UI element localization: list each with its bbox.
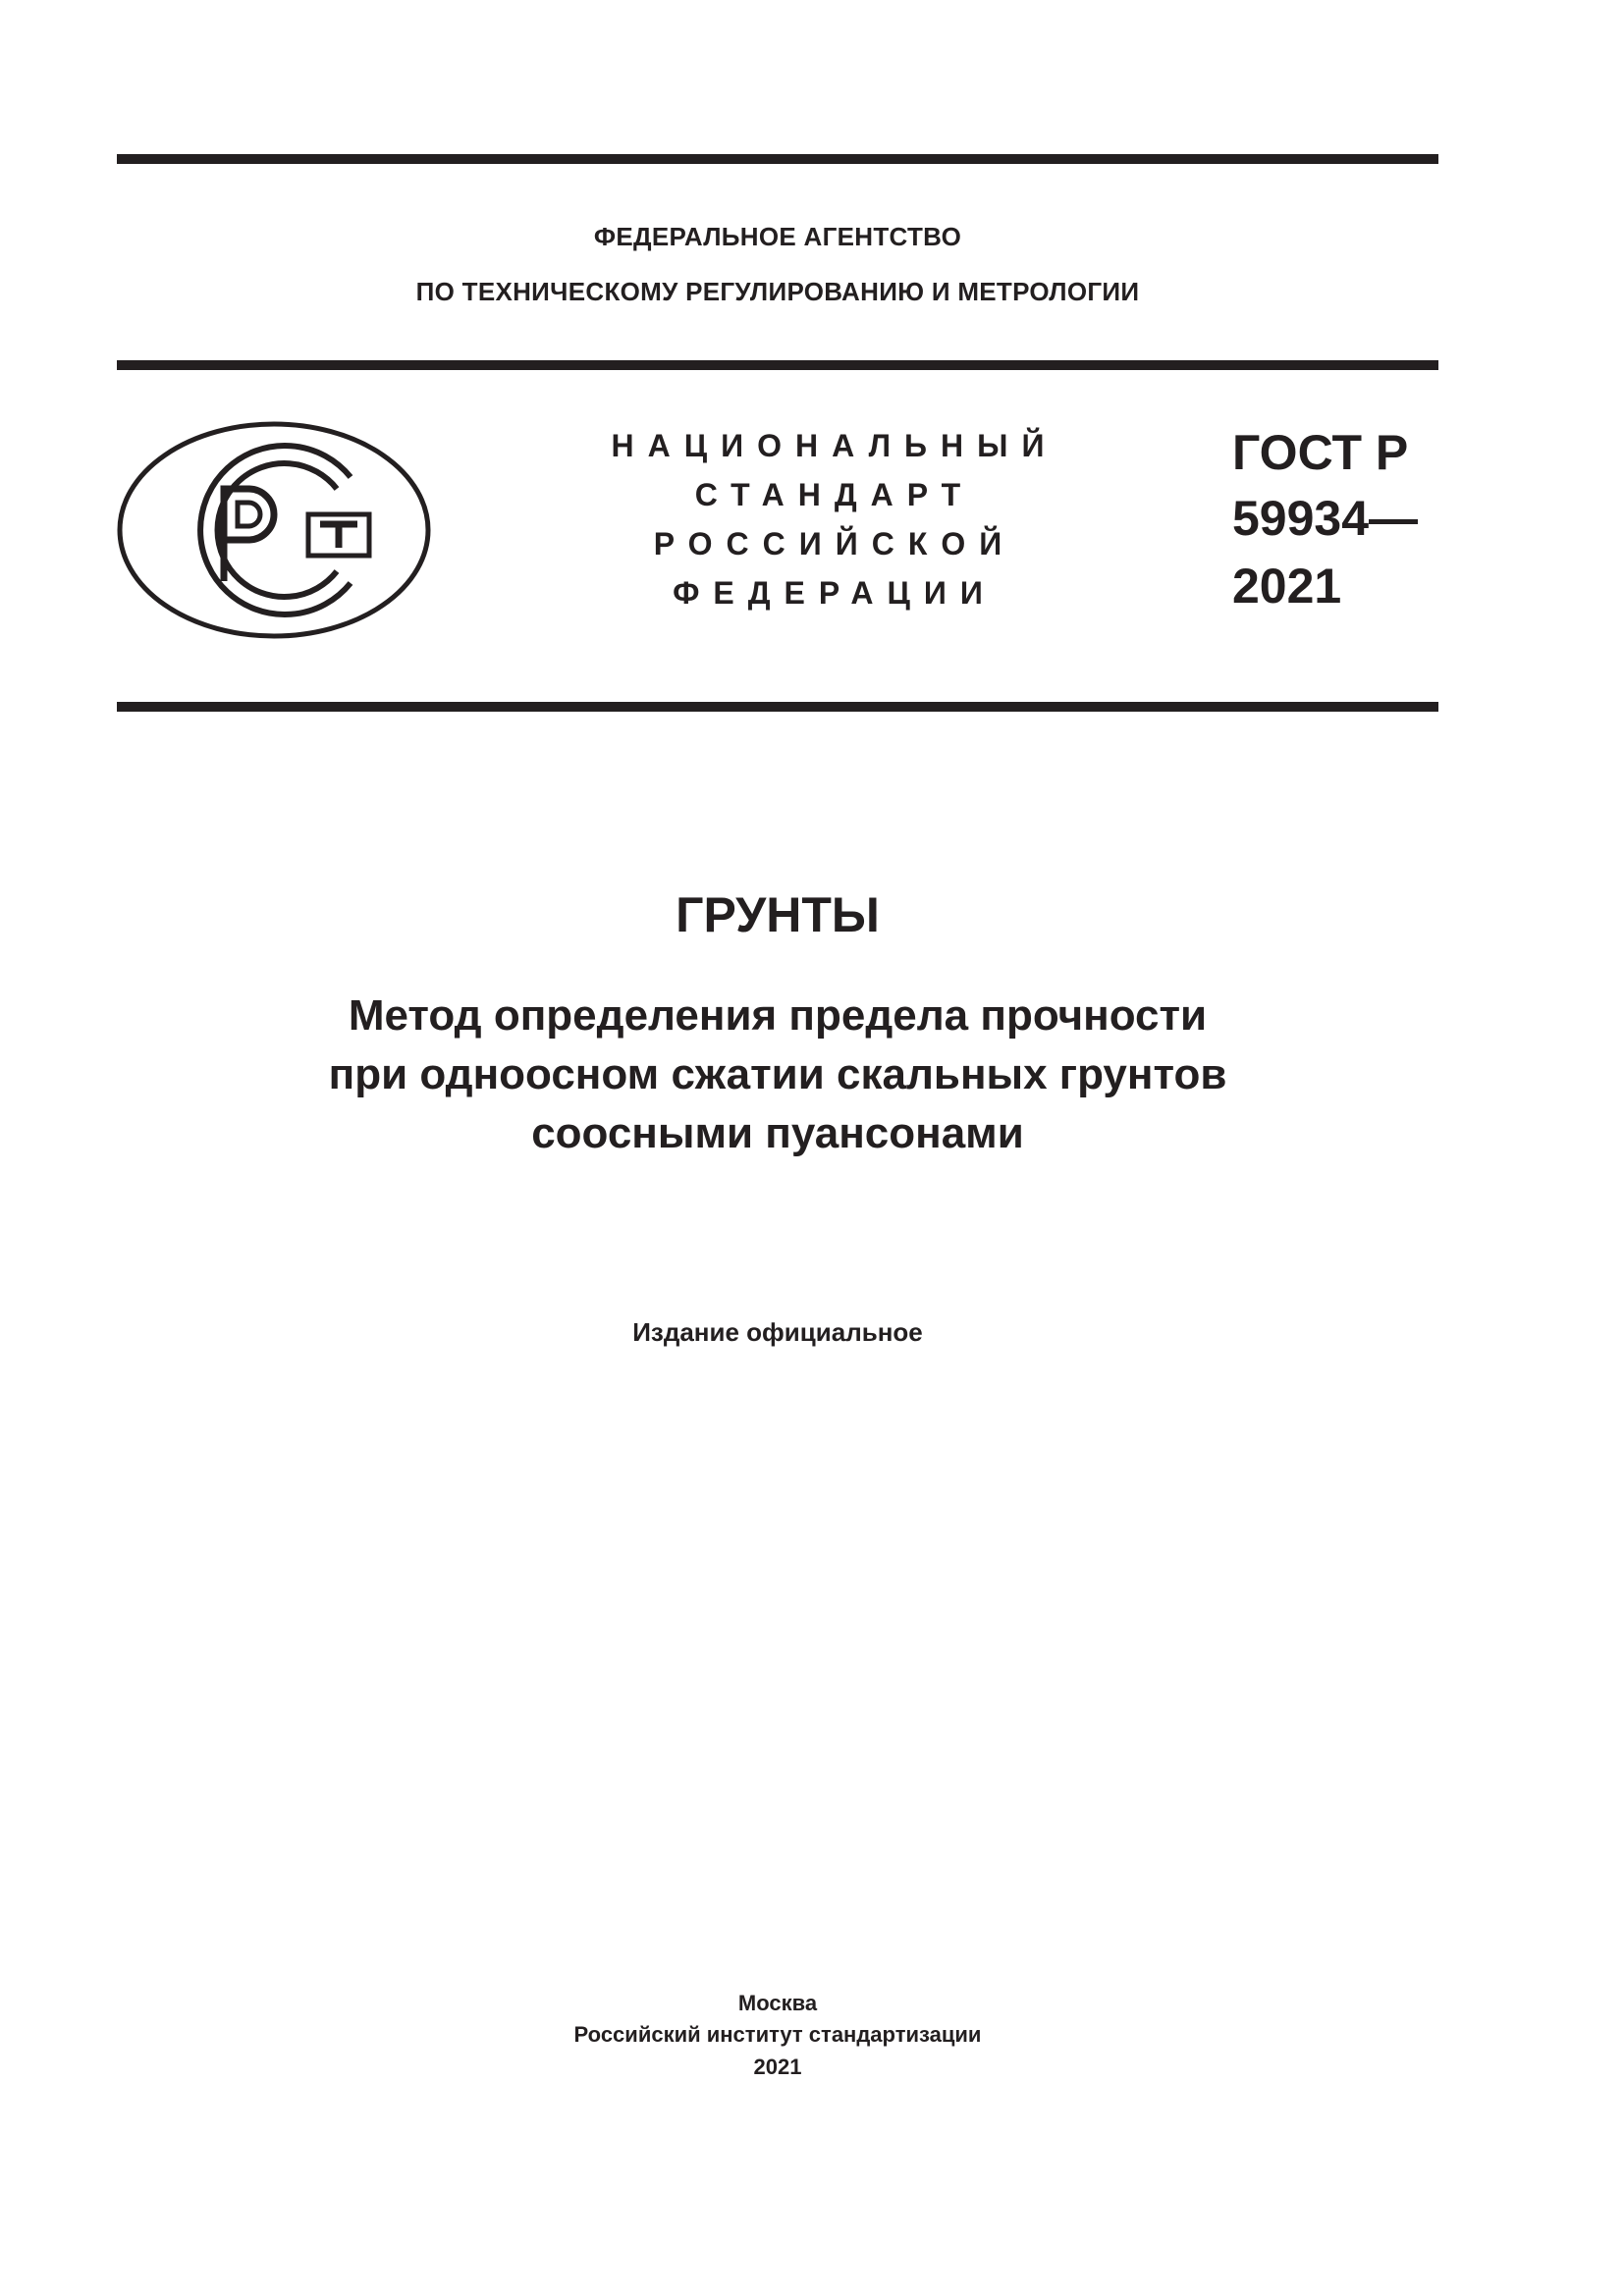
imprint-year: 2021 [753,2055,802,2079]
edition-label: Издание официальное [632,1317,923,1347]
document-subtitle-line-3: соосными пуансонами [531,1109,1024,1157]
standard-type-line-1: НАЦИОНАЛЬНЫЙ [611,428,1058,463]
standard-type-line-3: РОССИЙСКОЙ [653,526,1016,561]
imprint-city: Москва [737,1991,818,2015]
top-rule [117,154,1438,164]
header-rule [117,360,1438,370]
standard-type-line-4: ФЕДЕРАЦИИ [673,575,997,611]
document-title: ГРУНТЫ [676,887,880,942]
agency-line-1: ФЕДЕРАЛЬНОЕ АГЕНТСТВО [593,222,962,251]
section-rule [117,702,1438,712]
rst-certification-mark-icon [116,420,432,640]
standard-type-line-2: СТАНДАРТ [694,477,975,512]
standard-designation-line-3: 2021 [1232,559,1342,614]
imprint-publisher: Российский институт стандартизации [573,2022,982,2047]
standard-designation-line-2: 59934— [1232,491,1419,546]
standard-designation-line-1: ГОСТ Р [1232,425,1409,480]
document-subtitle-line-2: при одноосном сжатии скальных грунтов [328,1050,1227,1098]
document-subtitle-line-1: Метод определения предела прочности [348,991,1208,1040]
agency-line-2: ПО ТЕХНИЧЕСКОМУ РЕГУЛИРОВАНИЮ И МЕТРОЛОГИИ [415,277,1140,306]
